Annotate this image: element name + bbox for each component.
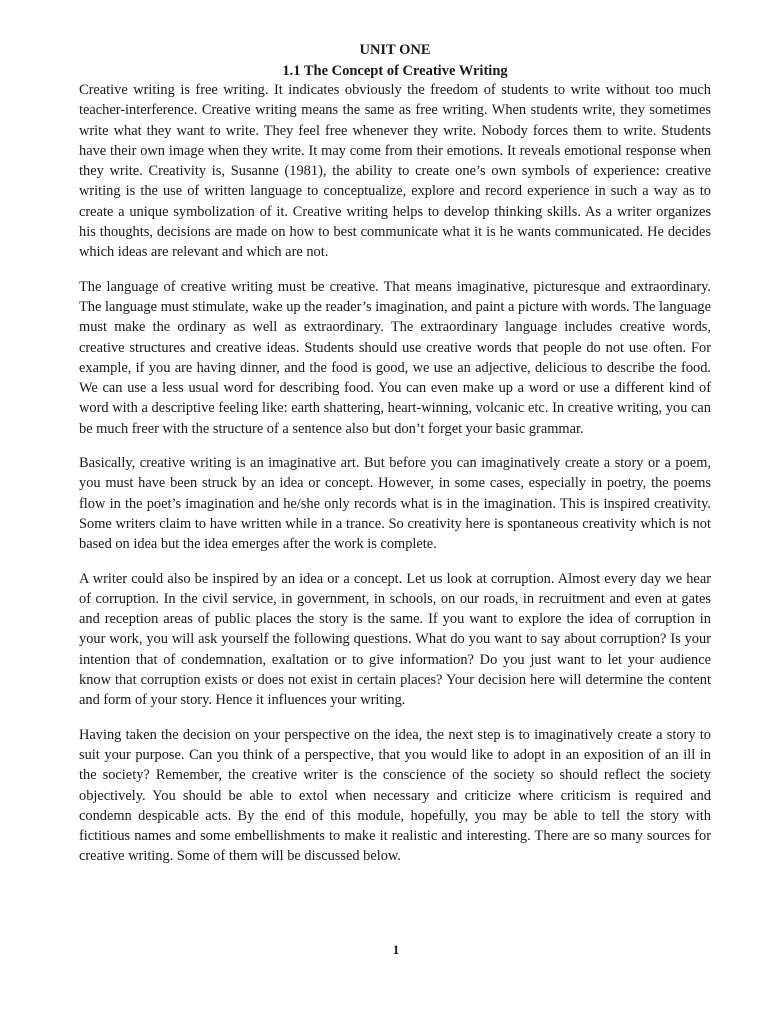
unit-title: UNIT ONE <box>359 42 431 58</box>
body-text <box>79 80 711 881</box>
paragraph-3: Basically, creative writing is an imaginative art. But before you can imaginatively create a story or a poem, you must have been struck by an idea or concept. However, in some cases, especially in poetry, the poems flow in the poet’s imagination and he/she only records what is in the imagination. This is inspired creativity. Some writers claim to have written while in a trance. So creativity here is spontaneous creativity which is not based on idea but the idea emerges after the work is complete. <box>79 455 711 553</box>
paragraph-1: Creative writing is free writing. It indicates obviously the freedom of students to write without too much teacher-interference. Creative writing means the same as free writing. When students write, they sometimes write what they want to write. They feel free whenever they write. Nobody forces them to write. Students have their own image when they write. It may come from their emotions. It reveals emotional response when they write. Creativity is, Susanne (1981), the ability to create one’s own symbols of experience: creative writing is the use of written language to conceptualize, explore and record experience in such a way as to create a unique symbolization of it. Creative writing helps to develop thinking skills. As a writer organizes his thoughts, decisions are made on how to best communicate what it is he wants communicated. He decides which ideas are relevant and which are not. <box>79 82 711 261</box>
paragraph-4: A writer could also be inspired by an idea or a concept. Let us look at corruption. Almost every day we hear of corruption. In the civil service, in government, in schools, on our roads, in recruitment and even at gates and reception areas of public places the story is the same. If you want to explore the idea of corruption in your work, you will ask yourself the following questions. What do you want to say about corruption? Is your intention that of condemnation, exaltation or to give information? Do you just want to let your audience know that corruption exists or does not exist in certain places? Your decision here will determine the content and form of your story. Hence it influences your writing. <box>79 570 711 709</box>
page-number: 1 <box>392 942 400 957</box>
paragraph-5: Having taken the decision on your perspective on the idea, the next step is to imaginatively create a story to suit your purpose. Can you think of a perspective, that you would like to adopt in an exposition of an ill in the society? Remember, the creative writer is the conscience of the society so should reflect the society objectively. You should be able to extol when necessary and criticize where criticism is required and condemn despicable acts. By the end of this module, hopefully, you may be able to tell the story with fictitious names and some embellishments to make it realistic and interesting. There are so many sources for creative writing. Some of them will be discussed below. <box>79 726 711 865</box>
paragraph-2: The language of creative writing must be creative. That means imaginative, picturesque and extraordinary. The language must stimulate, wake up the reader’s imagination, and paint a picture with words. The language must make the ordinary as well as extraordinary. The extraordinary language includes creative words, creative structures and creative ideas. Students should use creative words that people do not use often. For example, if you are having dinner, and the food is good, we use an adjective, delicious to describe the food. We can use a less usual word for describing food. You can even make up a word or use a different kind of word with a descriptive feeling like: earth shattering, heart-winning, volcanic etc. In creative writing, you can be much freer with the structure of a sentence also but don’t forget your basic grammar. <box>79 278 711 437</box>
section-title: 1.1 The Concept of Creative Writing <box>282 63 508 79</box>
